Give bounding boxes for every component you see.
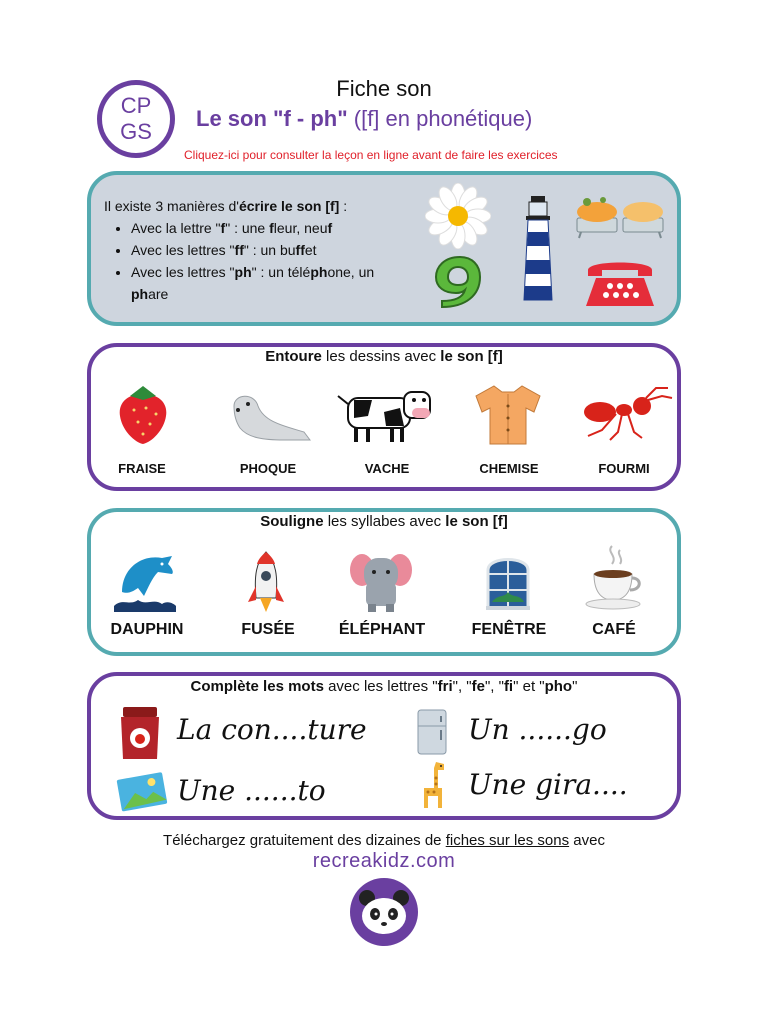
shirt-icon <box>472 382 544 446</box>
subtitle-rest: ([f] en phonétique) <box>347 106 533 131</box>
subtitle-bold: Le son "f - ph" <box>196 106 348 131</box>
word-phoque[interactable]: PHOQUE <box>239 461 297 476</box>
word-vache[interactable]: VACHE <box>364 461 410 476</box>
flower-icon <box>425 183 491 249</box>
ant-icon <box>576 384 674 442</box>
word-fourmi[interactable]: FOURMI <box>598 461 650 476</box>
underline-exercise-heading: Souligne les syllabes avec le son [f] <box>260 513 508 530</box>
page-title: Fiche son <box>336 76 432 101</box>
word-fusee[interactable]: FUSÉE <box>241 621 295 638</box>
badge-gs: GS <box>120 119 152 144</box>
photo-icon <box>113 770 169 814</box>
seal-icon <box>224 382 314 446</box>
word-confiture[interactable]: La con....ture <box>177 713 367 746</box>
strawberry-icon <box>116 380 170 446</box>
telephone-icon <box>582 256 658 310</box>
complete-exercise-heading: Complète les mots avec les lettres "fri", "fe", "fi" et "pho" <box>190 678 578 695</box>
page-subtitle <box>196 106 532 132</box>
word-elephant[interactable]: ÉLÉPHANT <box>338 621 426 638</box>
cow-icon <box>334 382 436 446</box>
number-nine-icon <box>430 253 490 309</box>
word-fenetre[interactable]: FENÊTRE <box>471 621 547 638</box>
site-link[interactable]: recreakidz.com <box>312 850 456 872</box>
rocket-icon <box>244 550 288 614</box>
jam-jar-icon <box>117 705 163 761</box>
rule-f: • Avec la lettre "f" : une fleur, neuf <box>131 217 414 239</box>
word-chemise[interactable]: CHEMISE <box>479 461 539 476</box>
rule-ff: • Avec les lettres "ff" : un buffet <box>131 239 414 261</box>
info-text: Il existe 3 manières d'écrire le son [f] : • Avec la lettre "f" : une fleur, neuf • Avec les lettres "ff" : un buffet • Avec les lettres "ph" : un téléphone, un phare <box>104 195 414 305</box>
buffet-icon <box>573 190 668 240</box>
lesson-link[interactable]: Cliquez-ici pour consulter la leçon en ligne avant de faire les exercices <box>184 148 558 162</box>
word-girafe[interactable]: Une gira.... <box>468 768 628 801</box>
footer-text: Téléchargez gratuitement des dizaines de fiches sur les sons avec <box>163 832 605 849</box>
dolphin-icon <box>112 548 178 612</box>
word-photo[interactable]: Une ......to <box>177 774 326 807</box>
circle-exercise-heading: Entoure les dessins avec le son [f] <box>265 348 503 365</box>
giraffe-icon <box>414 758 450 812</box>
lighthouse-icon <box>517 196 559 302</box>
elephant-icon <box>348 548 414 614</box>
word-dauphin[interactable]: DAUPHIN <box>110 621 184 638</box>
word-cafe[interactable]: CAFÉ <box>592 621 636 638</box>
coffee-cup-icon <box>584 542 646 612</box>
window-icon <box>484 550 532 612</box>
panda-logo <box>345 878 423 946</box>
rule-ph: • Avec les lettres "ph" : un téléphone, un phare <box>131 261 414 305</box>
word-frigo[interactable]: Un ......go <box>468 713 607 746</box>
word-fraise[interactable]: FRAISE <box>118 461 166 476</box>
badge-cp: CP <box>120 93 152 118</box>
footer-link[interactable]: fiches sur les sons <box>445 832 570 849</box>
fridge-icon <box>414 708 450 756</box>
